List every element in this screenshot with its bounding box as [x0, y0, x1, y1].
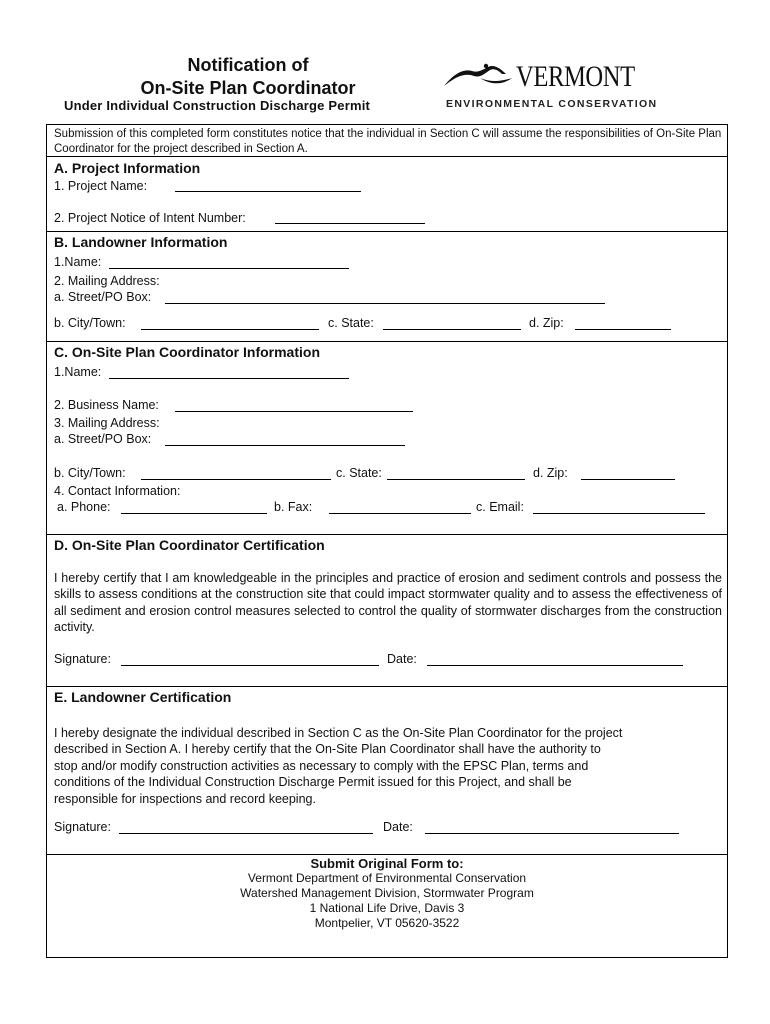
business-name-field[interactable]	[175, 399, 413, 412]
landowner-state-label: c. State:	[328, 316, 374, 330]
section-e-title: E. Landowner Certification	[54, 689, 232, 705]
coordinator-signature-field[interactable]	[121, 653, 379, 666]
form-body	[46, 124, 728, 958]
noi-number-label: 2. Project Notice of Intent Number:	[54, 211, 246, 225]
contact-info-label: 4. Contact Information:	[54, 484, 181, 498]
notice-text: Submission of this completed form constitutes notice that the individual in Section C will assume the responsibilities of On-Site Plan Coordinator for the project described in Section A.	[54, 128, 722, 155]
coordinator-state-field[interactable]	[387, 467, 525, 480]
coordinator-name-label: 1.Name:	[54, 365, 102, 379]
email-label: c. Email:	[476, 500, 524, 514]
address-line: Vermont Department of Environmental Conservation	[247, 871, 527, 885]
coordinator-state-label: c. State:	[336, 466, 382, 480]
landowner-date-field[interactable]	[425, 821, 679, 834]
coordinator-zip-field[interactable]	[581, 467, 675, 480]
email-field[interactable]	[533, 501, 705, 514]
address-line: 1 National Life Drive, Davis 3	[309, 901, 465, 915]
statement-line: conditions of the Individual Construction Discharge Permit issued for this Project, and shall be	[54, 775, 572, 790]
section-b-title: B. Landowner Information	[54, 234, 228, 250]
submit-section	[47, 854, 727, 957]
section-c	[47, 341, 727, 534]
phone-label: a. Phone:	[57, 500, 111, 514]
coordinator-zip-label: d. Zip:	[533, 466, 568, 480]
landowner-zip-field[interactable]	[575, 317, 671, 330]
fax-field[interactable]	[329, 501, 471, 514]
coordinator-name-field[interactable]	[109, 366, 349, 379]
landowner-zip-label: d. Zip:	[529, 316, 564, 330]
coordinator-mailing-label: 3. Mailing Address:	[54, 416, 160, 430]
fax-label: b. Fax:	[274, 500, 313, 514]
statement-line: I hereby designate the individual described in Section C as the On-Site Plan Coordinator for the project	[54, 726, 623, 740]
coordinator-signature-label: Signature:	[54, 652, 111, 666]
landowner-date-label: Date:	[383, 820, 413, 834]
coordinator-city-label: b. City/Town:	[54, 466, 126, 480]
project-name-field[interactable]	[175, 179, 361, 192]
logo-subtitle: ENVIRONMENTAL CONSERVATION	[446, 98, 658, 110]
coordinator-certification-text: I hereby certify that I am knowledgeable in the principles and practice of erosion and sediment controls and possess the skills to assess conditions at the construction site that could impact stormwater quality and to assess the effectiveness of all sediment and erosion control measures selected to control the quality of stormwater discharges from the construction activity.	[54, 571, 722, 635]
landowner-city-field[interactable]	[141, 317, 319, 330]
statement-line: described in Section A. I hereby certify that the On-Site Plan Coordinator shall have the authority to	[54, 742, 601, 757]
business-name-label: 2. Business Name:	[54, 398, 159, 412]
form-header	[0, 0, 770, 124]
coordinator-city-field[interactable]	[141, 467, 331, 480]
submit-address-block	[47, 856, 727, 931]
section-d	[47, 534, 727, 686]
landowner-name-label: 1.Name:	[54, 255, 102, 269]
coordinator-street-label: a. Street/PO Box:	[54, 432, 152, 446]
landowner-street-label: a. Street/PO Box:	[54, 290, 152, 304]
landowner-name-field[interactable]	[109, 256, 349, 269]
statement-line: stop and/or modify construction activities as necessary to comply with the EPSC Plan, terms and	[54, 758, 589, 773]
landowner-signature-label: Signature:	[54, 820, 111, 834]
title-line-1: Notification of	[187, 55, 309, 75]
section-c-title: C. On-Site Plan Coordinator Information	[54, 344, 320, 360]
section-a-title: A. Project Information	[54, 160, 201, 176]
section-e	[47, 686, 727, 854]
mountain-bird-icon	[440, 60, 520, 94]
title-line-2: On-Site Plan Coordinator	[140, 78, 356, 98]
address-line: Montpelier, VT 05620-3522	[314, 916, 460, 930]
logo-wordmark: VERMONT	[516, 60, 635, 93]
project-name-label: 1. Project Name:	[54, 179, 148, 193]
form-subtitle: Under Individual Construction Discharge Permit	[64, 98, 371, 113]
landowner-city-label: b. City/Town:	[54, 316, 126, 330]
form-title	[48, 54, 448, 100]
section-d-title: D. On-Site Plan Coordinator Certification	[54, 537, 325, 553]
landowner-mailing-label: 2. Mailing Address:	[54, 274, 160, 288]
coordinator-date-field[interactable]	[427, 653, 683, 666]
address-line: Watershed Management Division, Stormwater Program	[240, 886, 534, 900]
section-b	[47, 231, 727, 341]
landowner-state-field[interactable]	[383, 317, 521, 330]
landowner-street-field[interactable]	[165, 291, 605, 304]
section-a	[47, 156, 727, 231]
vermont-dec-logo	[440, 60, 658, 112]
submit-heading: Submit Original Form to:	[310, 856, 464, 871]
notice-section	[47, 125, 727, 156]
statement-line: responsible for inspections and record keeping.	[54, 791, 316, 806]
noi-number-field[interactable]	[275, 211, 425, 224]
landowner-signature-field[interactable]	[119, 821, 373, 834]
coordinator-date-label: Date:	[387, 652, 417, 666]
landowner-certification-text	[54, 725, 722, 807]
coordinator-street-field[interactable]	[165, 433, 405, 446]
phone-field[interactable]	[121, 501, 267, 514]
